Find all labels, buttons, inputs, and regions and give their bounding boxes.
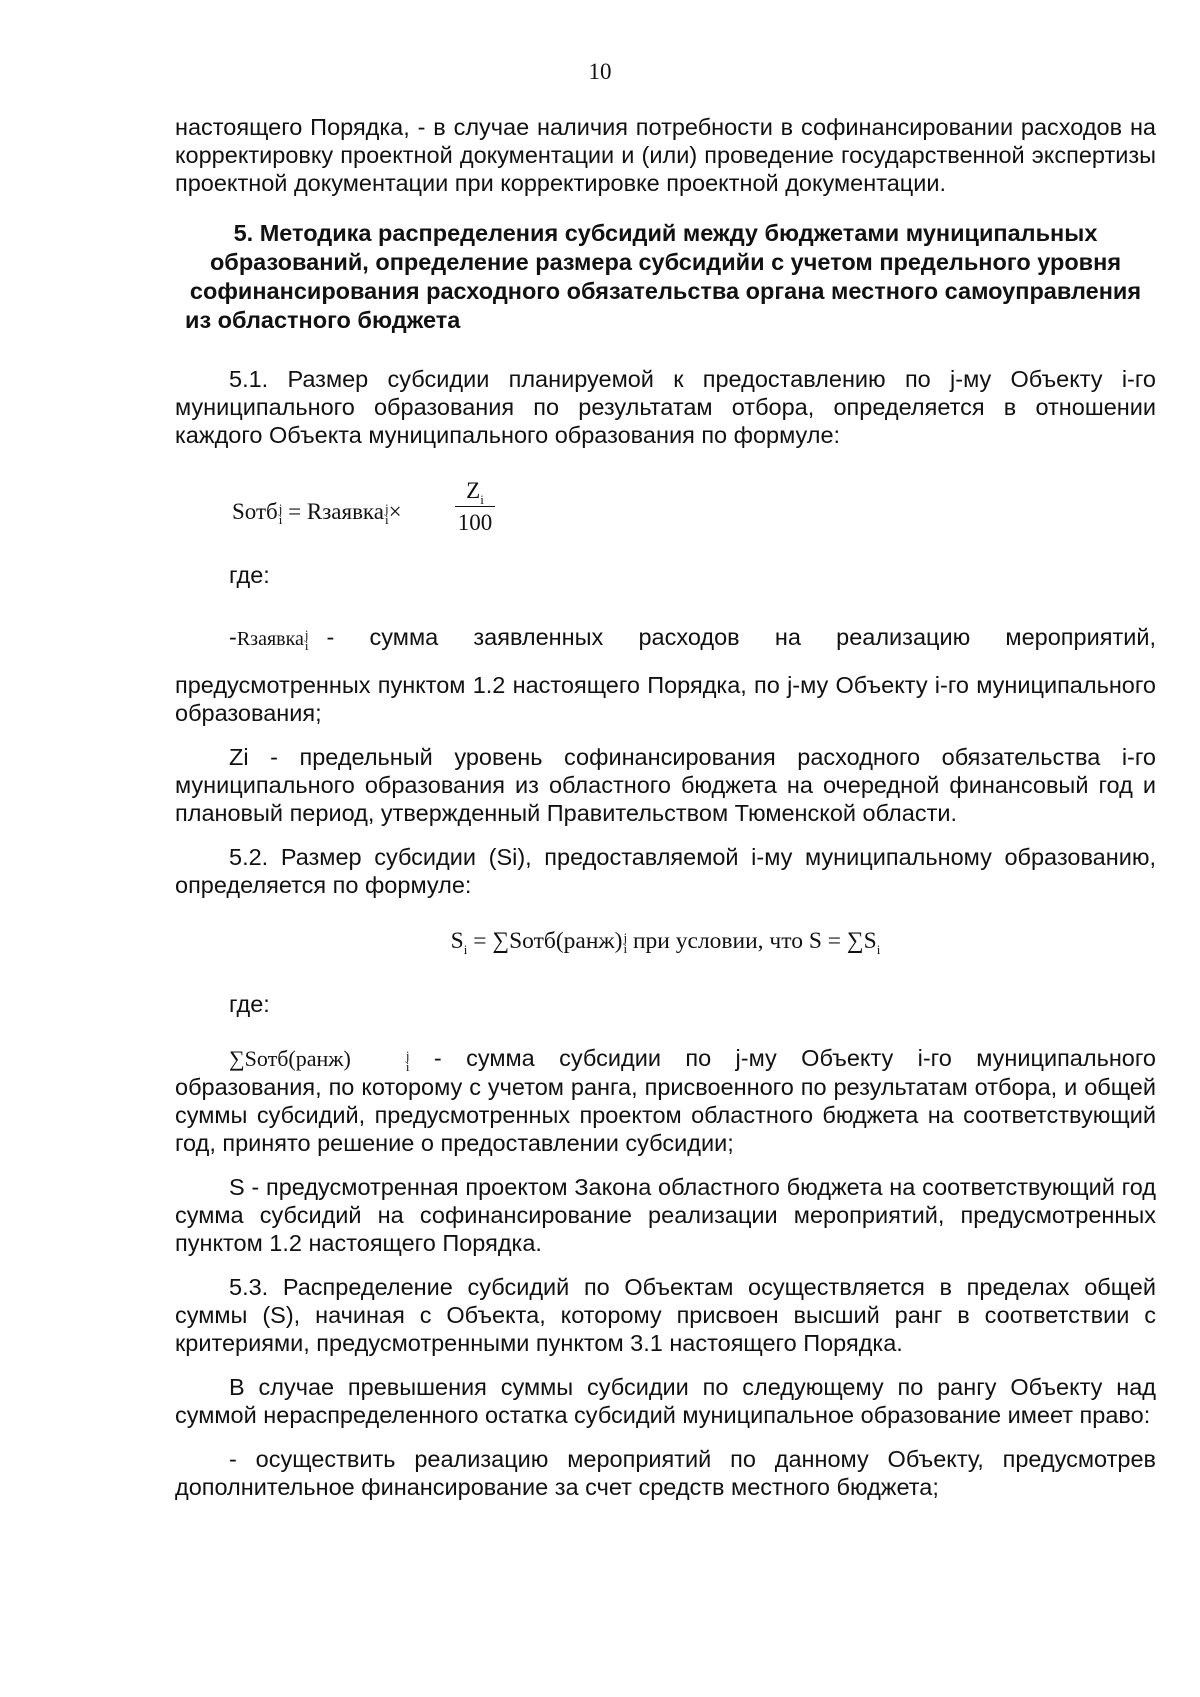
formula-sotb-left: Sотб j i = Rзаявка j i ×: [232, 499, 402, 527]
paragraph-5-3: 5.3. Распределение субсидий по Объектам осуществляется в пределах общей суммы (S), начиная с Объекта, которому присвоен высший ранг в соответствии с критериями, предусмотренными пунктом 3.1 настоящего Порядка.: [175, 1273, 1156, 1356]
formula-fraction: $Z_i$ 100: [455, 477, 495, 536]
paragraph-continuation: настоящего Порядка, - в случае наличия потребности в софинансировании расходов на корректировку проектной документации и (или) проведение государственной экспертизы проектной документации при корректировке проектной документации.: [175, 114, 1156, 196]
paragraph-option-1: - осуществить реализацию мероприятий по данному Объекту, предусмотрев дополнительное финансирование за счет средств местного бюджета;: [175, 1445, 1156, 1500]
fraction-bar: [455, 506, 495, 507]
document-body: [175, 113, 1156, 1501]
formula-sotb: [232, 479, 1156, 545]
section-heading: 5. Методика распределения субсидий между бюджетами муниципальных образований, определение размера субсидийи с учетом предельного уровня софинансирования расходного обязательства органа местного самоуправления из областного бюджета: [185, 220, 1142, 333]
where-label-2: где:: [229, 990, 270, 1017]
formula-si: $S_i$ = ∑Sотб(ранж) j i при условии, что $S = \sum S_i$: [450, 928, 881, 957]
s-definition: S - предусмотренная проектом Закона областного бюджета на соответствующий год сумма субсидий на софинансирование реализации мероприятий, предусмотренных пунктом 1.2 настоящего Порядка.: [175, 1173, 1156, 1256]
page-number: 10: [588, 59, 612, 84]
rzayavka-definition-cont: предусмотренных пунктом 1.2 настоящего Порядка, по j-му Объекту i-го муниципального образования;: [175, 672, 1156, 726]
where-label-1: где:: [229, 562, 270, 588]
paragraph-excess: В случае превышения суммы субсидии по следующему по рангу Объекту над суммой нераспределенного остатка субсидий муниципальное образование имеет право:: [175, 1373, 1156, 1428]
paragraph-5-2: 5.2. Размер субсидии (Si), предоставляемой i-му муниципальному образованию, определяется по формуле:: [175, 844, 1156, 898]
sum-definition: ∑Sотб(ранж) j i - сумма субсидии по j-му Объекту i-го муниципального образования, по которому с учетом ранга, присвоенного по результатам отбора, и общей суммы субсидий, предусмотренных проектом областного бюджета на соответствующий год, принято решение о предоставлении субсидии;: [175, 1044, 1156, 1156]
paragraph-5-1: 5.1. Размер субсидии планируемой к предоставлению по j-му Объекту i-го муниципального образования по результатам отбора, определяется в отношении каждого Объекта муниципального образования по формуле:: [175, 366, 1156, 448]
rzayavka-definition-line: - Rзаявка j i - сумма заявленных расходов на реализацию мероприятий,: [229, 624, 1156, 654]
zi-definition: Zi - предельный уровень софинансирования расходного обязательства i-го муниципального образования из областного бюджета на очередной финансовый год и плановый период, утвержденный Правительством Тюменской области.: [175, 744, 1156, 826]
